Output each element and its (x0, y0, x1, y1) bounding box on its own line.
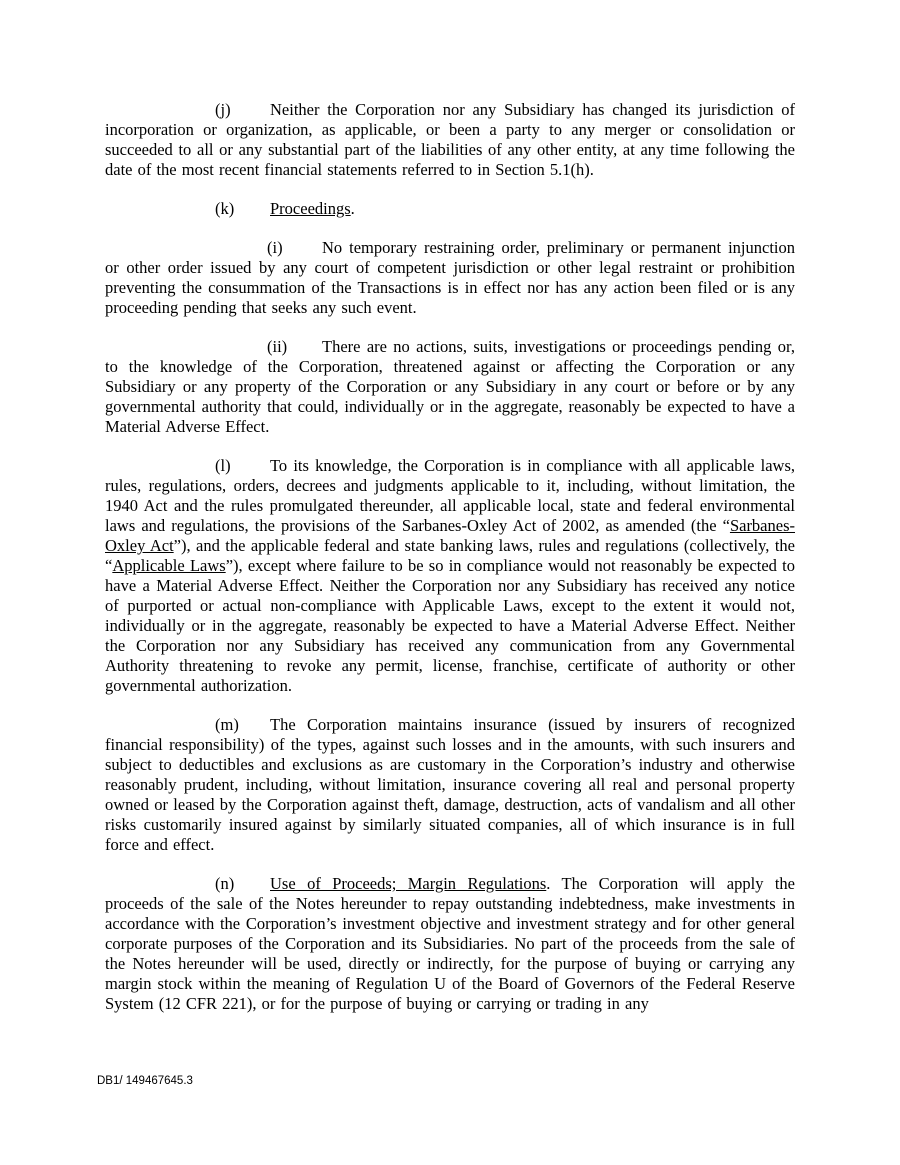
paragraph-k (105, 199, 795, 219)
paragraph-text: . The Corporation will apply the proceeds of the sale of the Notes hereunder to repay outstanding indebtedness, make investments in accordance with the Corporation’s investment objective and investment strategy and for other general corporate purposes of the Corporation and its Subsidiaries. No part of the proceeds from the sale of the Notes hereunder will be used, directly or indirectly, for the purpose of buying or carrying any margin stock within the meaning of Regulation U of the Board of Governors of the Federal Reserve System (12 CFR 221), or for the purpose of buying or carrying or trading in any (105, 874, 796, 1013)
paragraph-label-k-i: (i) (267, 238, 283, 257)
underlined-term: Applicable Laws (112, 556, 226, 575)
paragraph-l (105, 456, 795, 696)
paragraph-text: The Corporation maintains insurance (issued by insurers of recognized financial responsibility) of the types, against such losses and in the amounts, with such insurers and subject to deductibles and exclusions as are customary in the Corporation’s industry and otherwise reasonably prudent, including, without limitation, insurance covering all real and personal property owned or leased by the Corporation against theft, damage, destruction, acts of vandalism and all other risks customarily insured against by similarly situated companies, all of which insurance is in full force and effect. (105, 715, 795, 854)
paragraph-label-j: (j) (215, 100, 231, 119)
underlined-term: Proceedings (270, 199, 351, 218)
paragraph-text: Neither the Corporation nor any Subsidiary has changed its jurisdiction of incorporation or organization, as applicable, or been a party to any merger or consolidation or succeeded to all or any substantial part of the liabilities of any other entity, at any time following the date of the most recent financial statements referred to in Section 5.1(h). (105, 100, 795, 179)
paragraph-text: No temporary restraining order, preliminary or permanent injunction or other order issued by any court of competent jurisdiction or other legal restraint or prohibition preventing the consummation of the Transactions is in effect nor has any action been filed or is any proceeding pending that seeks any such event. (105, 238, 795, 317)
document-body (105, 100, 795, 1033)
paragraph-text: To its knowledge, the Corporation is in compliance with all applicable laws, rules, regulations, orders, decrees and judgments applicable to it, including, without limitation, the 1940 Act and the rules promulgated thereunder, all applicable local, state and federal environmental laws and regulations, the provisions of the Sarbanes-Oxley Act of 2002, as amended (the “ (105, 456, 795, 535)
paragraph-text: There are no actions, suits, investigations or proceedings pending or, to the knowledge of the Corporation, threatened against or affecting the Corporation or any Subsidiary or any property of the Corporation or any Subsidiary in any court or before or by any governmental authority that could, individually or in the aggregate, reasonably be expected to have a Material Adverse Effect. (105, 337, 795, 436)
paragraph-text: ”), and the applicable federal and state banking laws, rules and regulations (collectively, the “ (105, 536, 795, 575)
paragraph-label-k: (k) (215, 199, 235, 218)
paragraph-label-k-ii: (ii) (267, 337, 288, 356)
paragraph-j (105, 100, 795, 180)
underlined-term: Use of Proceeds; Margin Regulations (270, 874, 547, 893)
paragraph-n (105, 874, 795, 1014)
paragraph-text: ”), except where failure to be so in compliance would not reasonably be expected to have a Material Adverse Effect. Neither the Corporation nor any Subsidiary has received any notice of purported or actual non-compliance with Applicable Laws, except to the extent it would not, individually or in the aggregate, reasonably be expected to have a Material Adverse Effect. Neither the Corporation nor any Subsidiary has received any communication from any Governmental Authority threatening to revoke any permit, license, franchise, certificate of authority or other governmental authorization. (105, 556, 795, 695)
paragraph-label-m: (m) (215, 715, 239, 734)
paragraph-m (105, 715, 795, 855)
document-control-number: DB1/ 149467645.3 (97, 1075, 193, 1087)
paragraph-k-i (105, 238, 795, 318)
paragraph-label-l: (l) (215, 456, 231, 475)
paragraph-k-ii (105, 337, 795, 437)
paragraph-label-n: (n) (215, 874, 235, 893)
underlined-term: Sarbanes-Oxley Act (105, 516, 795, 555)
paragraph-text: . (350, 199, 355, 218)
